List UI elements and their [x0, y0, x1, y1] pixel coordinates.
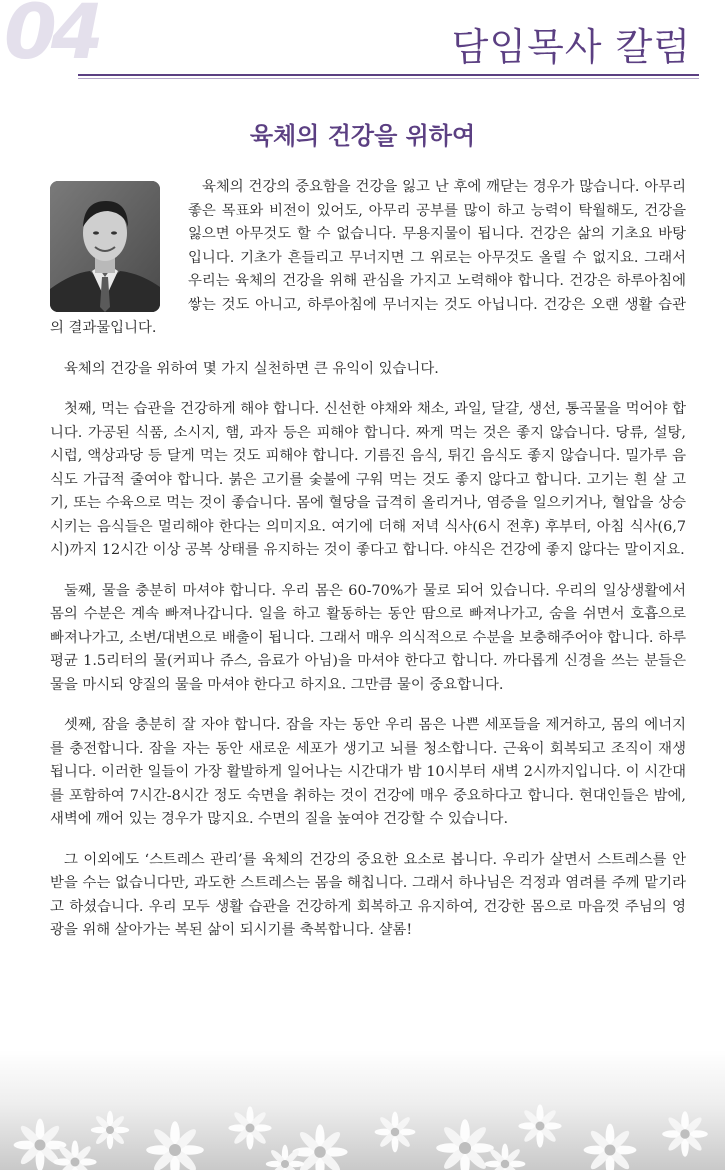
portrait-spacer — [50, 176, 188, 316]
paragraph-stress: 그 이외에도 ‘스트레스 관리’를 육체의 건강의 중요한 요소로 봅니다. 우리가 살면서 스트레스를 안 받을 수는 없습니다만, 과도한 스트레스는 몸을 해칩니다. 그래서 하나님은 걱정과 염려를 주께 맡기라고 하셨습니다. 우리 모두 생활 습관을 건강하게 회복하고 유지하여, 건강한 몸으로 마음껏 주님의 영광을 위해 살아가는 복된 삶이 되시기를 축복합니다. 샬롬! — [50, 851, 686, 938]
paragraph-sleep: 셋째, 잠을 충분히 잘 자야 합니다. 잠을 자는 동안 우리 몸은 나쁜 세포들을 제거하고, 몸의 에너지를 충전합니다. 잠을 자는 동안 새로운 세포가 생기고 뇌를 청소합니다. 근육이 회복되고 조직이 재생됩니다. 이러한 일들이 가장 활발하게 일어나는 시간대가 밤 10시부터 새벽 2시까지입니다. 이 시간대를 포함하여 7시간-8시간 정도 숙면을 취하는 것이 건강에 매우 중요하다고 합니다. 현대인들은 밤에, 새벽에 깨어 있는 경우가 많지요. 수면의 질을 높여야 건강할 수 있습니다. — [50, 717, 686, 827]
paragraph-intro-text: 육체의 건강의 중요함을 건강을 잃고 난 후에 깨닫는 경우가 많습니다. 아무리 좋은 목표와 비전이 있어도, 아무리 공부를 많이 하고 능력이 탁월해도, 건강을 잃으면 아무것도 할 수 없습니다. 무용지물이 됩니다. 건강은 삶의 기초요 바탕입니다. 기초가 흔들리고 무너지면 그 위로는 아무것도 올릴 수 없지요. 그래서 우리는 육체의 건강을 위해 관심을 가지고 노력해야 합니다. 건강은 하루아침에 쌓는 것도 아니고, 하루아침에 무너지는 것도 아닙니다. 건강은 오랜 생활 습관의 결과물입니다. — [50, 179, 686, 336]
header-rule-thin — [78, 78, 699, 79]
paragraph-water: 둘째, 물을 충분히 마셔야 합니다. 우리 몸은 60-70%가 물로 되어 있습니다. 우리의 일상생활에서 몸의 수분은 계속 빠져나갑니다. 일을 하고 활동하는 동안 땀으로 빠져나가고, 숨을 쉬면서 호흡으로 빠져나가고, 소변/대변으로 배출이 됩니다. 그래서 매우 의식적으로 수분을 보충해주어야 합니다. 하루 평균 1.5리터의 물(커피나 쥬스, 음료가 아님)을 마셔야 한다고 합니다. 까다롭게 신경을 쓰는 분들은 물을 마시되 양질의 물을 마셔야 한다고 하지요. 그만큼 물이 중요합니다. — [50, 582, 686, 693]
page-number: 04 — [4, 0, 98, 76]
article-body — [50, 176, 686, 960]
paragraph-practice: 육체의 건강을 위하여 몇 가지 실천하면 큰 유익이 있습니다. — [64, 360, 439, 377]
header-rule — [78, 74, 699, 76]
section-title: 담임목사 칼럼 — [451, 25, 691, 69]
flower-decoration — [0, 1050, 725, 1170]
article-title: 육체의 건강을 위하여 — [249, 122, 476, 150]
paragraph-eating: 첫째, 먹는 습관을 건강하게 해야 합니다. 신선한 야채와 채소, 과일, 달걀, 생선, 통곡물을 먹어야 합니다. 가공된 식품, 소시지, 햄, 과자 등은 피해야 합니다. 짜게 먹는 것은 좋지 않습니다. 당류, 설탕, 시럽, 액상과당 등 달게 먹는 것도 피해야 합니다. 기름진 음식, 튀긴 음식도 좋지 않습니다. 밀가루 음식도 가급적 줄여야 합니다. 붉은 고기를 숯불에 구워 먹는 것도 좋지 않다고 합니다. 고기는 흰 살 고기, 또는 수육으로 먹는 것이 좋습니다. 몸에 혈당을 급격히 올리거나, 염증을 일으키거나, 혈압을 상승시키는 음식들은 멀리해야 한다는 의미지요. 여기에 더해 저녁 식사(6시 전후) 후부터, 아침 식사(6,7시)까지 12시간 이상 공복 상태를 유지하는 것이 좋다고 합니다. 야식은 건강에 좋지 않다는 말이지요. — [50, 401, 686, 558]
paragraph-intro — [50, 176, 686, 341]
